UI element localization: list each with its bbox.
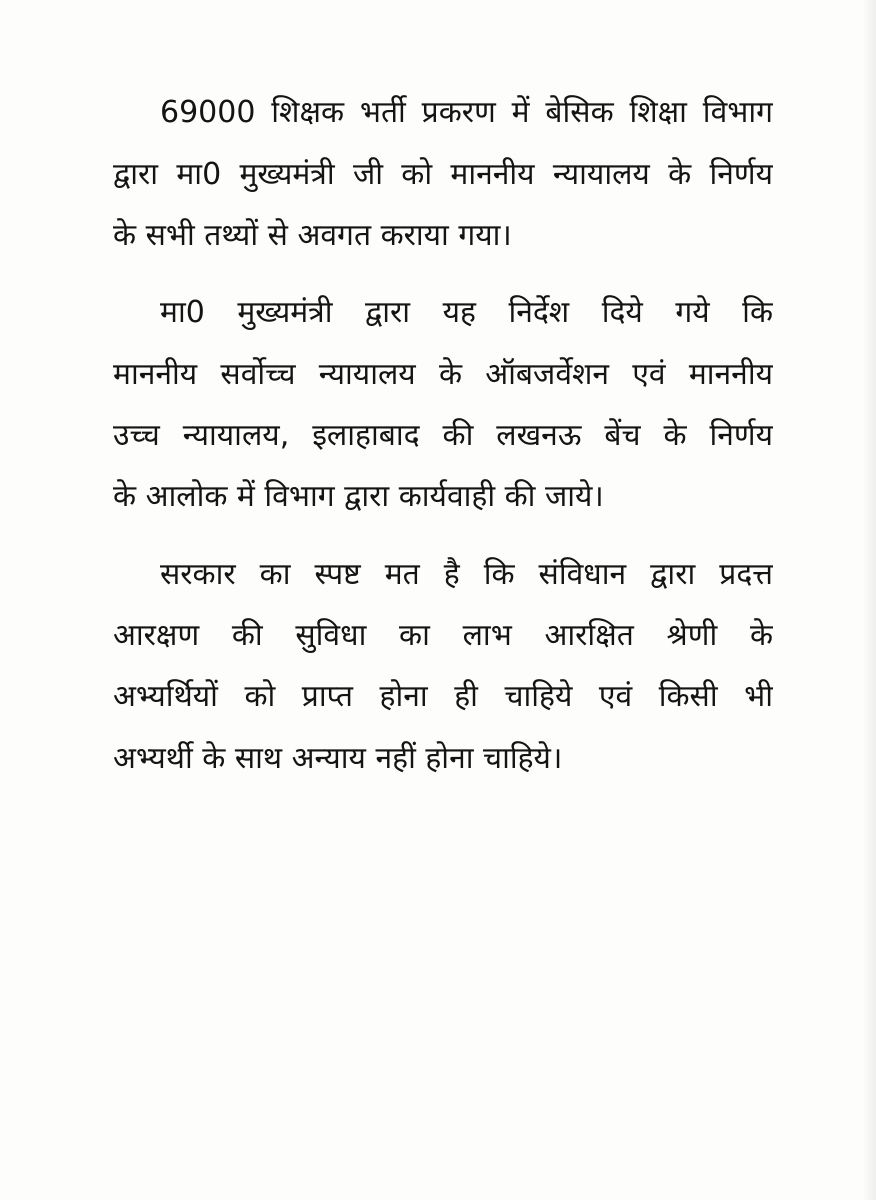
paragraph-2-line-2: माननीय सर्वोच्च न्यायालय के ऑबजर्वेशन एवं माननीय [113,357,773,392]
paragraph-2-line-4: के आलोक में विभाग द्वारा कार्यवाही की जाये। [113,479,604,514]
paragraph-1-line-1: 69000 शिक्षक भर्ती प्रकरण में बेसिक शिक्षा विभाग [160,95,773,130]
paragraph-3-line-3: अभ्यर्थियों को प्राप्त होना ही चाहिये एवं किसी भी [113,679,773,714]
paragraph-3-line-1: सरकार का स्पष्ट मत है कि संविधान द्वारा प्रदत्त [160,557,773,592]
paragraph-3-line-4: अभ्यर्थी के साथ अन्याय नहीं होना चाहिये। [113,741,563,776]
paragraph-1-line-2: द्वारा मा0 मुख्यमंत्री जी को माननीय न्यायालय के निर्णय [113,157,773,192]
paragraph-3-line-2: आरक्षण की सुविधा का लाभ आरक्षित श्रेणी के [113,618,773,653]
paragraph-2-line-1: मा0 मुख्यमंत्री द्वारा यह निर्देश दिये गये कि [160,295,773,330]
paragraph-2-line-3: उच्च न्यायालय, इलाहाबाद की लखनऊ बेंच के निर्णय [113,418,773,453]
paragraph-1-line-3: के सभी तथ्यों से अवगत कराया गया। [113,218,512,253]
page-edge-shadow [862,0,876,1200]
